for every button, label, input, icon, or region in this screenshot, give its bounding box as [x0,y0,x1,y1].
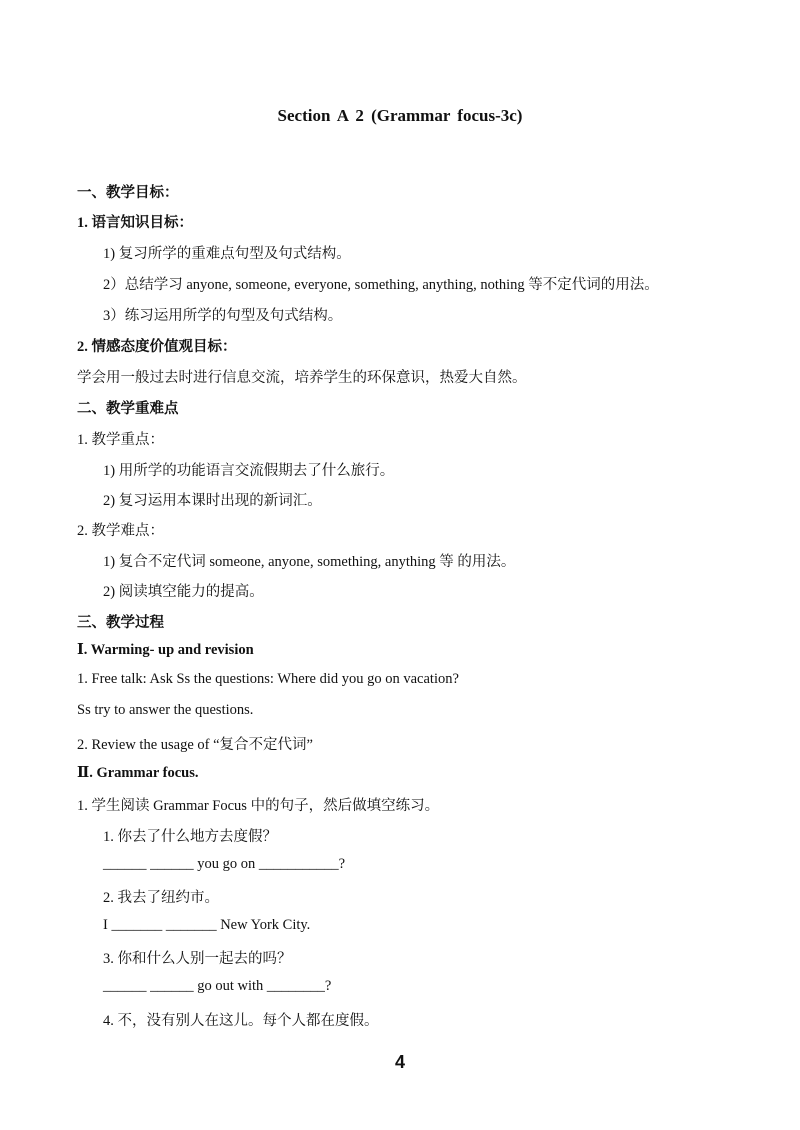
list-item: 3）练习运用所学的句型及句式结构。 [103,308,343,324]
exercise-prompt: 3. 你和什么人别一起去的吗？ [103,951,292,967]
subheading-emotion-goals: 2. 情感态度价值观目标： [77,339,237,355]
heading-teaching-process: 三、教学过程 [77,615,164,631]
list-item: 2）总结学习 anyone, someone, everyone, something, anything, nothing 等不定代词的用法。 [103,277,659,293]
list-item: 1) 用所学的功能语言交流假期去了什么旅行。 [103,463,395,479]
exercise-blank: I _______ _______ New York City. [103,917,311,933]
step-heading-warming-up: Ⅰ. Warming- up and revision [77,642,254,658]
paragraph: 学会用一般过去时进行信息交流，培养学生的环保意识，热爱大自然。 [77,370,527,386]
heading-key-points: 二、教学重难点 [77,401,179,417]
paragraph: 1. 学生阅读 Grammar Focus 中的句子，然后做填空练习。 [77,798,440,814]
heading-teaching-goals: 一、教学目标： [77,185,179,201]
step-heading-grammar-focus: Ⅱ. Grammar focus. [77,765,199,781]
subheading-language-goals: 1. 语言知识目标： [77,215,193,231]
exercise-prompt: 1. 你去了什么地方去度假？ [103,829,277,845]
list-item: 1) 复合不定代词 someone, anyone, something, anything 等 的用法。 [103,554,516,570]
exercise-blank: ______ ______ you go on ___________? [103,856,346,872]
section-title: Section A 2 (Grammar focus-3c) [277,106,523,125]
paragraph: Ss try to answer the questions. [77,702,254,718]
exercise-prompt: 4. 不，没有别人在这儿。每个人都在度假。 [103,1013,379,1029]
page-number: 4 [394,1052,405,1072]
exercise-prompt: 2. 我去了纽约市。 [103,890,219,906]
list-item: 2) 阅读填空能力的提高。 [103,584,264,600]
subheading-key-points: 1. 教学重点： [77,432,164,448]
list-item: 1) 复习所学的重难点句型及句式结构。 [103,246,351,262]
exercise-blank: ______ ______ go out with ________? [103,978,332,994]
subheading-difficulties: 2. 教学难点： [77,523,164,539]
paragraph: 1. Free talk: Ask Ss the questions: Where did you go on vacation? [77,671,459,687]
list-item: 2) 复习运用本课时出现的新词汇。 [103,493,322,509]
paragraph: 2. Review the usage of “复合不定代词” [77,737,313,753]
